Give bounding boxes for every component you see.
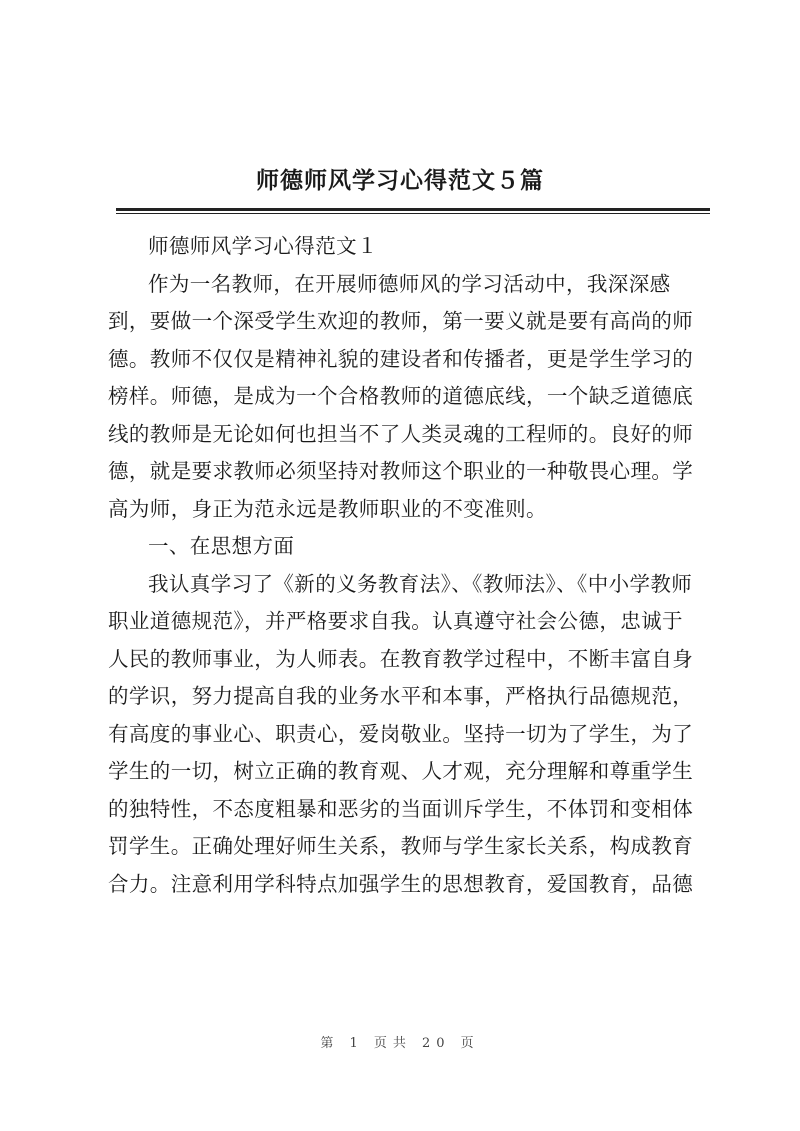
paragraph-line: 德，就是要求教师必须坚持对教师这个职业的一种敬畏心理。学: [108, 459, 694, 483]
paragraph-line: 的学识，努力提高自我的业务水平和本事，严格执行品德规范，: [108, 684, 694, 708]
paragraph-line: 我认真学习了《新的义务教育法》、《教师法》、《中小学教师: [148, 571, 693, 596]
paragraph-line: 有高度的事业心、职责心，爱岗敬业。坚持一切为了学生，为了: [108, 721, 694, 746]
paragraph-line: 线的教师是无论如何也担当不了人类灵魂的工程师的。良好的师: [108, 421, 694, 446]
paragraph-line: 到，要做一个深受学生欢迎的教师，第一要义就是要有高尚的师: [108, 309, 694, 333]
paragraph-line: 的独特性，不态度粗暴和恶劣的当面训斥学生，不体罚和变相体: [108, 796, 694, 821]
section-heading: 师德师风学习心得范文１: [148, 234, 378, 258]
paragraph-line: 德。教师不仅仅是精神礼貌的建设者和传播者，更是学生学习的: [108, 346, 694, 371]
subsection-heading: 一、在思想方面: [148, 534, 295, 558]
document-body: [108, 228, 708, 903]
title-divider-thin: [116, 213, 710, 214]
paragraph-line: 高为师，身正为范永远是教师职业的不变准则。: [108, 496, 547, 521]
paragraph-line: 学生的一切，树立正确的教育观、人才观，充分理解和尊重学生: [108, 759, 694, 783]
paragraph-line: 榜样。师德，是成为一个合格教师的道德底线，一个缺乏道德底: [108, 384, 694, 408]
document-title: 师德师风学习心得范文５篇: [256, 167, 544, 194]
paragraph-line: 罚学生。正确处理好师生关系，教师与学生家长关系，构成教育: [108, 834, 694, 858]
paragraph-line: 职业道德规范》，并严格要求自我。认真遵守社会公德，忠诚于: [108, 609, 683, 633]
paragraph-line: 人民的教师事业，为人师表。在教育教学过程中，不断丰富自身: [108, 646, 694, 671]
paragraph-line: 作为一名教师，在开展师德师风的学习活动中，我深深感: [148, 271, 671, 296]
title-divider: [116, 208, 710, 211]
page-number: 第 1 页共 20 页: [320, 1036, 480, 1051]
paragraph-line: 合力。注意利用学科特点加强学生的思想教育，爱国教育，品德: [108, 871, 694, 896]
